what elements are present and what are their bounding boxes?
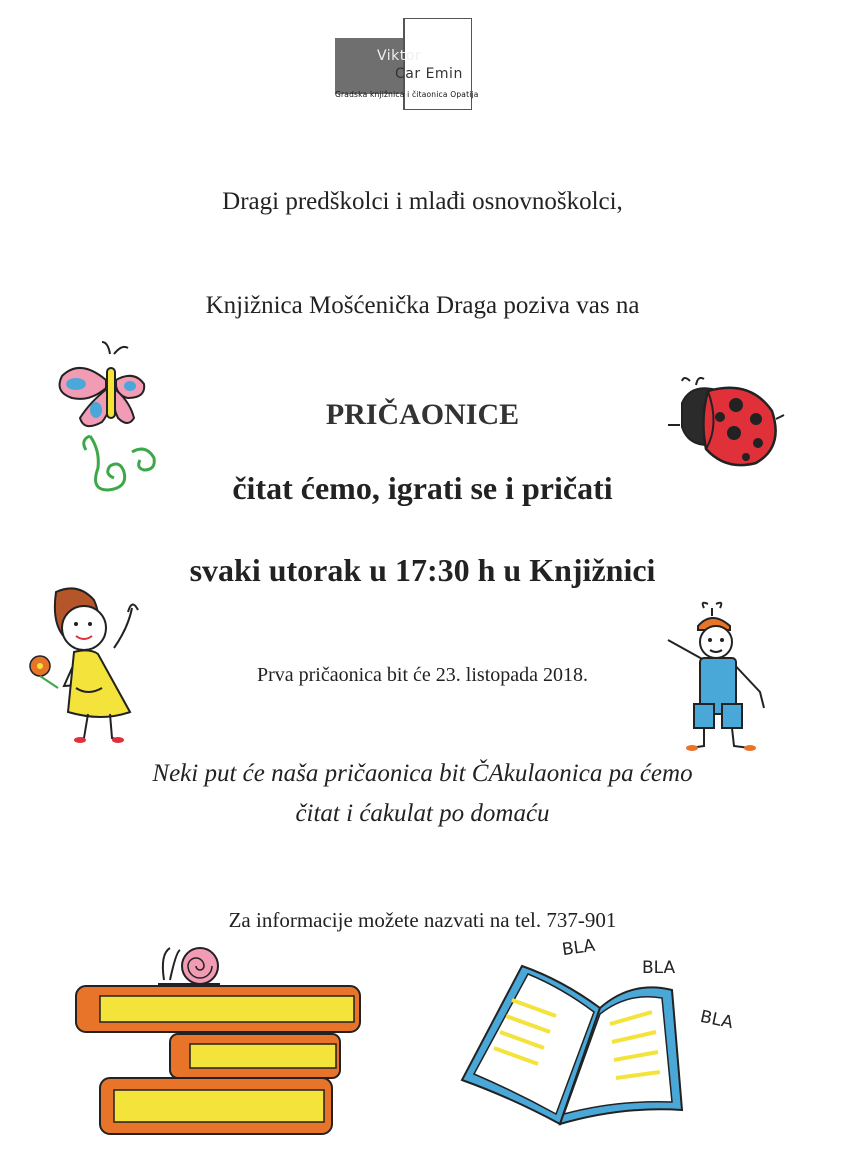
logo-name-prefix: Car — [395, 66, 421, 82]
bla-text-1: BLA — [560, 935, 597, 961]
first-event-text: Prva pričaonica bit će 23. listopada 2018. — [256, 664, 588, 686]
note-line-1: Neki put će naša pričaonica bit ČAkulaonica pa ćemo — [152, 760, 693, 787]
logo-name-line1: Viktor — [377, 48, 422, 64]
page-title: PRIČAONICE — [325, 398, 520, 431]
bla-text-2: BLA — [642, 958, 676, 978]
invitation-text: Knjižnica Mošćenička Draga poziva vas na — [205, 292, 640, 319]
ladybug-icon — [660, 375, 790, 475]
greeting-text: Dragi predškolci i mlađi osnovnoškolci, — [222, 188, 623, 215]
library-logo-icon — [335, 18, 479, 110]
girl-drawing-icon — [18, 588, 158, 758]
bla-text-3: BLA — [698, 1006, 735, 1034]
note-line-2: čitat i ćakulat po domaću — [295, 800, 550, 827]
open-book-icon — [452, 960, 712, 1130]
schedule-text: svaki utorak u 17:30 h u Knjižnici — [189, 552, 656, 588]
butterfly-icon — [50, 340, 170, 500]
snail-icon — [150, 940, 240, 990]
contact-text: Za informacije možete nazvati na tel. 737-901 — [228, 908, 617, 932]
logo-name-suffix: Emin — [425, 66, 463, 82]
subtitle-text: čitat ćemo, igrati se i pričati — [232, 470, 613, 506]
boy-drawing-icon — [660, 600, 780, 760]
logo-subtitle: Gradska knjižnica i čitaonica Opatija — [335, 90, 479, 99]
logo-name-line2 — [395, 66, 463, 82]
